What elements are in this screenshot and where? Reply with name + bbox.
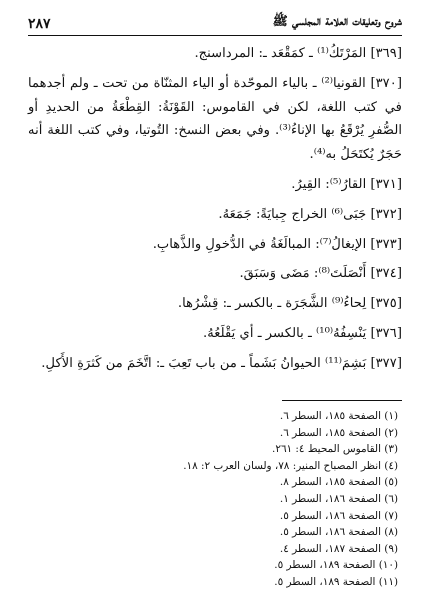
footnote-8: (٨) الصفحة ١٨٦، السطر ٥. — [279, 526, 398, 539]
entry-376: [٣٧٦] يَنْسِفُهُ⁽¹⁰⁾ ـ بالكسر ـ أي يَقْلَعُهُ. — [203, 325, 402, 341]
footnote-1: (١) الصفحة ١٨٥، السطر ٦. — [279, 410, 398, 422]
footnote-7: (٧) الصفحة ١٨٦، السطر ٥. — [279, 509, 398, 522]
entry-375: [٣٧٥] لِحاءُ⁽⁹⁾ الشَّجَرَة ـ بالكسر ـ: قِشْرُها. — [177, 296, 402, 312]
entry-372: [٣٧٢] جَبَى⁽⁶⁾ الخراج جِبايَةً: جَمَعَهُ. — [218, 206, 402, 222]
footnote-2: (٢) الصفحة ١٨٥، السطر ٦. — [279, 426, 398, 439]
entry-371: [٣٧١] القارُ⁽⁵⁾: القِيرُ. — [291, 176, 402, 192]
footnote-4: (٤) انظر المصباح المنير: ٧٨، ولسان العرب ٢: ١٨. — [183, 459, 398, 472]
footnote-5: (٥) الصفحة ١٨٥، السطر ٨. — [279, 476, 398, 489]
page-number: ٢٨٧ — [28, 16, 51, 32]
footnote-3: (٣) القاموس المحيط ٤: ٢٦١. — [272, 443, 398, 456]
footnote-9: (٩) الصفحة ١٨٧، السطر ٤. — [279, 542, 398, 555]
footnote-11: (١١) الصفحة ١٨٩، السطر ٥. — [274, 575, 398, 588]
footnotes — [28, 408, 398, 591]
running-title: شروح وتعليقات العلامة المجلسي ﷺ — [272, 13, 402, 28]
page-header — [28, 10, 402, 36]
entry-370: [٣٧٠] القونيا⁽²⁾ ـ بالياء الموحّدة أو الياء المثنّاة من تحت ـ ولم أجدهما في كتب اللغة، لكن في القاموس: القَوْنَةُ: القِطْعَةُ من الحديدِ أو الصُّفرِ يُرْقَعُ بها الإناءُ⁽³⁾. وفي بعض النسخ: التُوتيا، وفي كتب اللغة أنه حَجَرٌ يُكتَحَلُ به⁽⁴⁾. — [28, 75, 403, 163]
entry-374: [٣٧٤] أَنْصَلَتَ⁽⁸⁾: مَضَى وَسَبَقَ. — [239, 266, 402, 282]
footnote-6: (٦) الصفحة ١٨٦، السطر ١. — [279, 492, 398, 505]
footnote-divider — [282, 400, 402, 401]
main-text — [28, 42, 402, 376]
entry-369: [٣٦٩] المَرْتَكُ⁽¹⁾ ـ كمَقْعَد ـ: المرداسنج. — [194, 46, 402, 61]
entry-373: [٣٧٣] الإيغالُ⁽⁷⁾: المبالَغَةُ في الدُّخولِ والذَّهابِ. — [152, 236, 402, 252]
footnote-10: (١٠) الصفحة ١٨٩، السطر ٥. — [274, 559, 398, 572]
entry-377: [٣٧٧] بَشِمَ⁽¹¹⁾ الحيوانُ بَشَماً ـ من باب تَعِبَ ـ: اتَّخَمَ من كَثرَةِ الأَكلِ. — [41, 355, 402, 371]
